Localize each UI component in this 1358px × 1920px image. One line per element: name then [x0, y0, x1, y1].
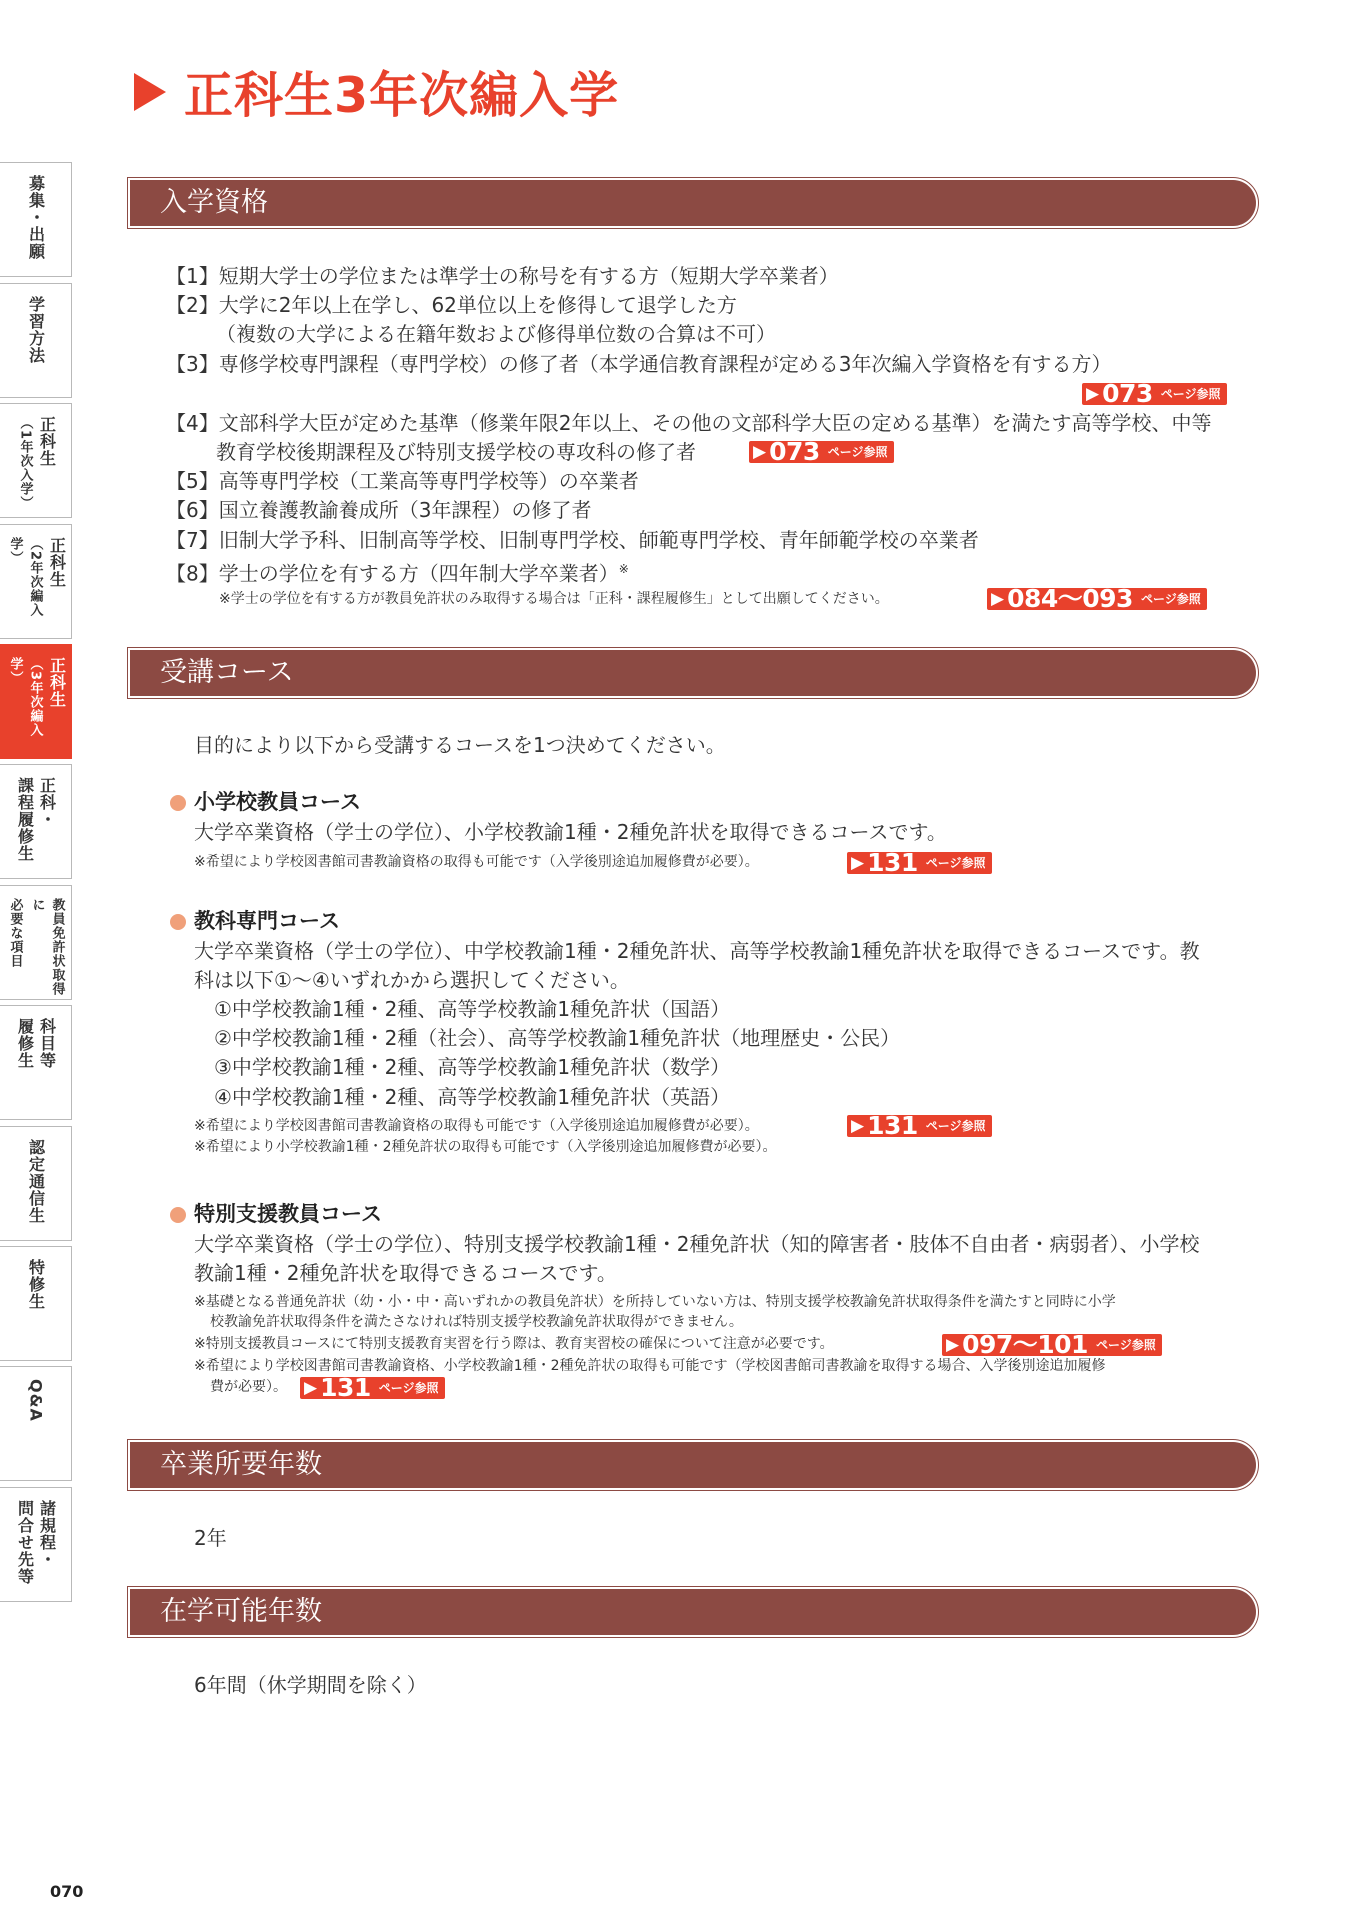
side-tab-regulations-contacts[interactable]: 諸規程・ 問合せ先等 — [0, 1487, 72, 1602]
page-ref-link[interactable]: ▶ 131 ページ参照 — [847, 1115, 992, 1137]
page-title: 正科生3年次編入学 — [134, 62, 619, 122]
graduation-years-value: 2年 — [194, 1526, 227, 1550]
course-note-subject-2: ※希望により小学校教諭1種・2種免許状の取得も可能です（入学後別途追加履修費が必要）。 — [194, 1139, 777, 1155]
side-tab-certified-correspondence[interactable]: 認定通信生 — [0, 1126, 72, 1241]
page-number: 070 — [50, 1882, 84, 1901]
enrollment-years-value: 6年間（休学期間を除く） — [194, 1673, 427, 1697]
side-tab-subject-students[interactable]: 科目等 履修生 — [0, 1005, 72, 1120]
page-ref-link[interactable]: ▶ 084～093 ページ参照 — [987, 588, 1207, 610]
ref-arrow-icon: ▶ — [946, 1335, 960, 1355]
side-tab-regular-2nd-year[interactable]: 正科生 （2年次編入学） — [0, 524, 72, 639]
eligibility-item-2-note: （複数の大学による在籍年数および修得単位数の合算は不可） — [216, 322, 776, 346]
course-title-special: 特別支援教員コース — [194, 1202, 382, 1226]
section-header-eligibility: 入学資格 — [130, 180, 1256, 226]
bullet-icon — [170, 795, 186, 811]
side-tab-study-method[interactable]: 学習方法 — [0, 283, 72, 398]
eligibility-item-4-cont: 教育学校後期課程及び特別支援学校の専攻科の修了者 — [216, 440, 696, 464]
subject-option-1: ①中学校教諭1種・2種、高等学校教諭1種免許状（国語） — [214, 997, 731, 1021]
section-header-graduation: 卒業所要年数 — [130, 1442, 1256, 1488]
course-desc-special: 大学卒業資格（学士の学位）、特別支援学校教諭1種・2種免許状（知的障害者・肢体不自由者・病弱者）、小学校 — [194, 1232, 1200, 1256]
course-note-special-1-cont: 校教諭免許状取得条件を満たさなければ特別支援学校教諭免許状取得ができません。 — [210, 1314, 743, 1330]
section-header-enrollment: 在学可能年数 — [130, 1589, 1256, 1635]
page-ref-link[interactable]: ▶ 097～101 ページ参照 — [942, 1334, 1162, 1356]
course-note-elementary: ※希望により学校図書館司書教諭資格の取得も可能です（入学後別途追加履修費が必要）。 — [194, 854, 759, 870]
bullet-icon — [170, 1207, 186, 1223]
eligibility-note: ※学士の学位を有する方が教員免許状のみ取得する場合は「正科・課程履修生」として出願してください。 — [219, 591, 889, 607]
eligibility-item-2: 【2】大学に2年以上在学し、62単位以上を修得して退学した方 — [166, 293, 737, 317]
title-triangle-icon — [134, 73, 166, 111]
ref-arrow-icon: ▶ — [753, 442, 767, 462]
side-tab-course-students[interactable]: 正科・ 課程履修生 — [0, 764, 72, 879]
ref-arrow-icon: ▶ — [851, 853, 865, 873]
eligibility-item-6: 【6】国立養護教諭養成所（3年課程）の修了者 — [166, 498, 592, 522]
side-tab-license-requirements[interactable]: 教員免許状取得に 必要な項目 — [0, 885, 72, 1000]
course-note-special-3-cont: 費が必要）。 — [210, 1379, 287, 1395]
page-ref-link[interactable]: ▶ 131 ページ参照 — [300, 1377, 445, 1399]
course-note-special-1: ※基礎となる普通免許状（幼・小・中・高いずれかの教員免許状）を所持していない方は、特別支援学校教諭免許状取得条件を満たすと同時に小学 — [194, 1294, 1116, 1310]
ref-arrow-icon: ▶ — [1086, 384, 1100, 404]
course-note-subject-1: ※希望により学校図書館司書教諭資格の取得も可能です（入学後別途追加履修費が必要）。 — [194, 1118, 759, 1134]
ref-arrow-icon: ▶ — [851, 1116, 865, 1136]
bullet-icon — [170, 914, 186, 930]
ref-arrow-icon: ▶ — [991, 589, 1005, 609]
course-desc-special-cont: 教諭1種・2種免許状を取得できるコースです。 — [194, 1261, 617, 1285]
page-ref-link[interactable]: ▶ 073 ページ参照 — [1082, 383, 1227, 405]
eligibility-item-3: 【3】専修学校専門課程（専門学校）の修了者（本学通信教育課程が定める3年次編入学資格を有する方） — [166, 352, 1112, 376]
footnote-mark: ※ — [618, 562, 629, 576]
side-tab-qa[interactable]: Q&A — [0, 1366, 72, 1481]
courses-intro: 目的により以下から受講するコースを1つ決めてください。 — [194, 733, 726, 757]
subject-option-3: ③中学校教諭1種・2種、高等学校教諭1種免許状（数学） — [214, 1055, 731, 1079]
side-tab-regular-3rd-year[interactable]: 正科生 （3年次編入学） — [0, 644, 72, 759]
course-title-elementary: 小学校教員コース — [194, 790, 361, 814]
course-desc-subject-cont: 科は以下①～④いずれかから選択してください。 — [194, 968, 630, 992]
course-desc-subject: 大学卒業資格（学士の学位）、中学校教諭1種・2種免許状、高等学校教諭1種免許状を取得できるコースです。教 — [194, 939, 1200, 963]
side-tab-application[interactable]: 募集・出願 — [0, 162, 72, 277]
section-header-courses: 受講コース — [130, 650, 1256, 696]
course-title-subject: 教科専門コース — [194, 909, 340, 933]
eligibility-item-4: 【4】文部科学大臣が定めた基準（修業年限2年以上、その他の文部科学大臣の定める基準）を満たす高等学校、中等 — [166, 411, 1212, 435]
ref-arrow-icon: ▶ — [304, 1378, 318, 1398]
side-tab-regular-1st-year[interactable]: 正科生 （1年次入学） — [0, 403, 72, 518]
subject-option-2: ②中学校教諭1種・2種（社会）、高等学校教諭1種免許状（地理歴史・公民） — [214, 1026, 901, 1050]
page-ref-link[interactable]: ▶ 073 ページ参照 — [749, 441, 894, 463]
course-note-special-3: ※希望により学校図書館司書教諭資格、小学校教諭1種・2種免許状の取得も可能です（学校図書館司書教諭を取得する場合、入学後別途追加履修 — [194, 1358, 1106, 1374]
eligibility-item-8: 【8】学士の学位を有する方（四年制大学卒業者）※ — [166, 561, 629, 586]
course-desc-elementary: 大学卒業資格（学士の学位）、小学校教諭1種・2種免許状を取得できるコースです。 — [194, 820, 947, 844]
eligibility-item-1: 【1】短期大学士の学位または準学士の称号を有する方（短期大学卒業者） — [166, 264, 839, 288]
course-note-special-2: ※特別支援教員コースにて特別支援教育実習を行う際は、教育実習校の確保について注意が必要です。 — [194, 1336, 834, 1352]
subject-option-4: ④中学校教諭1種・2種、高等学校教諭1種免許状（英語） — [214, 1085, 731, 1109]
eligibility-item-7: 【7】旧制大学予科、旧制高等学校、旧制専門学校、師範専門学校、青年師範学校の卒業者 — [166, 528, 979, 552]
side-tab-special-students[interactable]: 特修生 — [0, 1246, 72, 1361]
eligibility-item-5: 【5】高等専門学校（工業高等専門学校等）の卒業者 — [166, 469, 639, 493]
page-ref-link[interactable]: ▶ 131 ページ参照 — [847, 852, 992, 874]
